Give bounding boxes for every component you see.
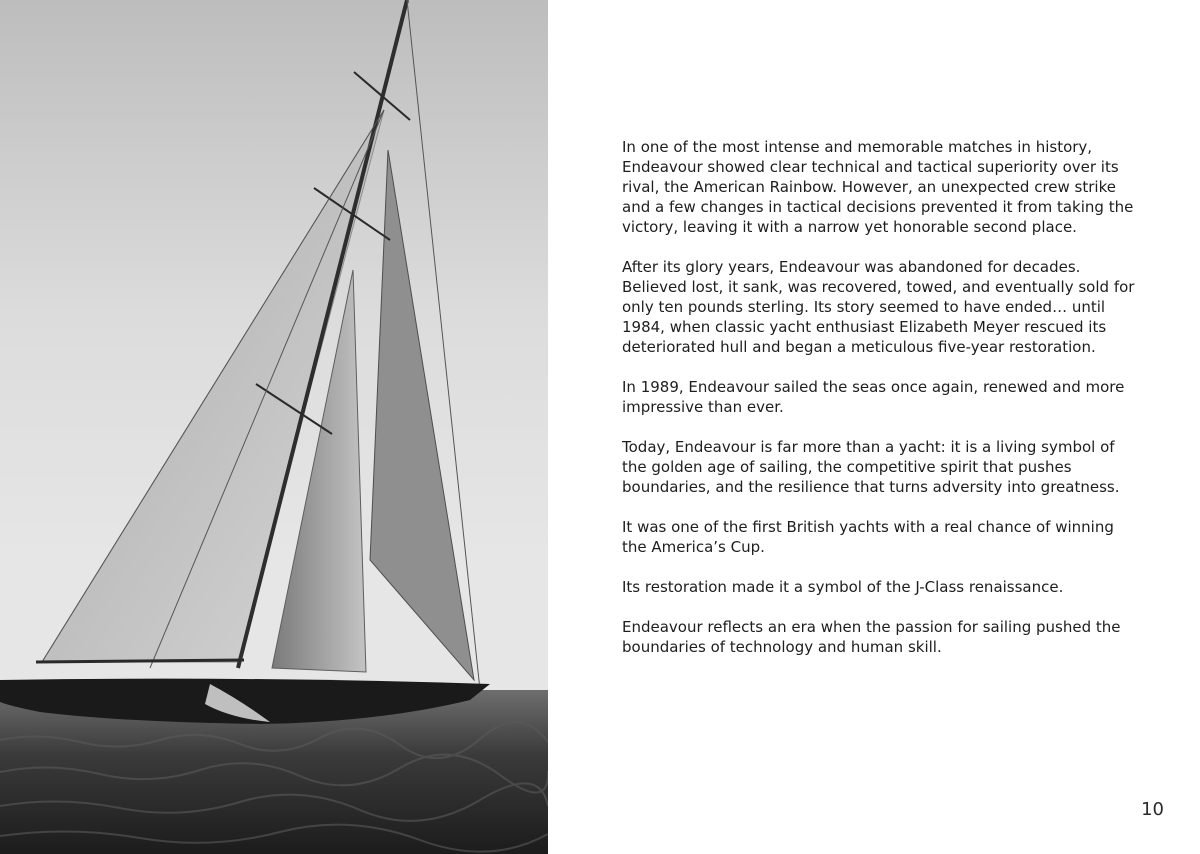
paragraph: Endeavour reflects an era when the passion for sailing pushed the boundaries of technology and human skill. <box>622 618 1121 656</box>
sailboat-photo <box>0 0 548 854</box>
paragraph: Today, Endeavour is far more than a yacht: it is a living symbol of the golden age of sailing, the competitive spirit that pushes boundaries, and the resilience that turns adversity into greatness. <box>622 438 1120 496</box>
boom <box>36 660 244 662</box>
paragraph: In one of the most intense and memorable matches in history, Endeavour showed clear technical and tactical superiority over its rival, the American Rainbow. However, an unexpected crew strike and a few changes in tactical decisions prevented it from taking the victory, leaving it with a narrow yet honorable second place. <box>622 138 1134 236</box>
body-text <box>622 137 1142 677</box>
paragraph: It was one of the first British yachts with a real chance of winning the America’s Cup. <box>622 518 1114 556</box>
paragraph: In 1989, Endeavour sailed the seas once again, renewed and more impressive than ever. <box>622 378 1125 416</box>
paragraph: Its restoration made it a symbol of the J-Class renaissance. <box>622 578 1064 596</box>
sailboat-illustration <box>0 0 548 854</box>
paragraph: After its glory years, Endeavour was abandoned for decades. Believed lost, it sank, was recovered, towed, and eventually sold for only ten pounds sterling. Its story seemed to have ended… until 1984, when classic yacht enthusiast Elizabeth Meyer rescued its deteriorated hull and began a meticulous five-year restoration. <box>622 258 1135 356</box>
page-number: 10 <box>1141 799 1164 820</box>
